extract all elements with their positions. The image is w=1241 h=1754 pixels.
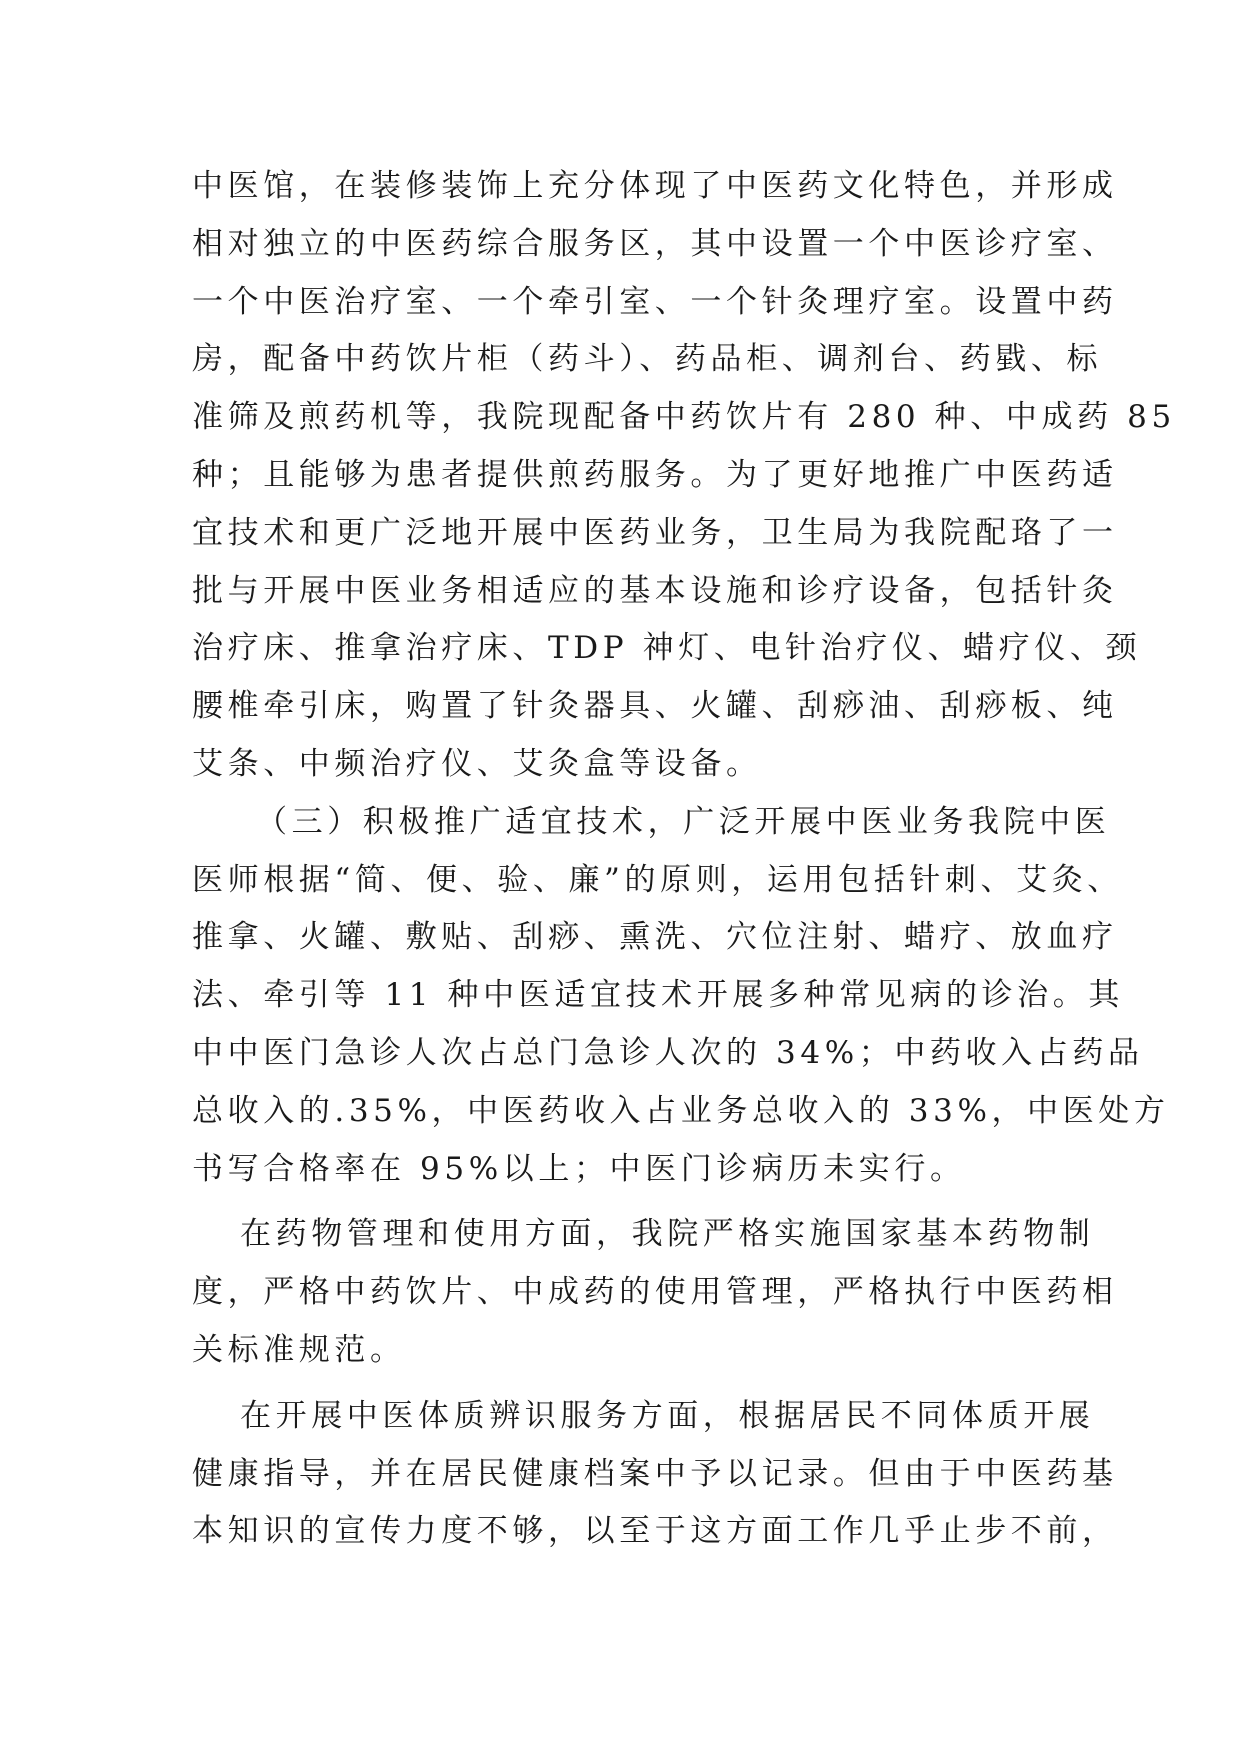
text-line: 总收入的.35%，中医药收入占业务总收入的 33%，中医处方 [192, 1092, 1170, 1129]
body-text [192, 158, 1176, 1561]
text-line: 治疗床、推拿治疗床、TDP 神灯、电针治疗仪、蜡疗仪、颈 [192, 630, 1142, 667]
text-line: 批与开展中医业务相适应的基本设施和诊疗设备，包括针灸 [192, 572, 1118, 609]
text-line: 医师根据“简、便、验、廉”的原则，运用包括针刺、艾灸、 [192, 861, 1123, 898]
text-line: 宜技术和更广泛地开展中医药业务，卫生局为我院配珞了一 [192, 514, 1118, 551]
text-line: 本知识的宣传力度不够，以至于这方面工作几乎止步不前， [192, 1513, 1118, 1550]
text-line: 准筛及煎药机等，我院现配备中药饮片有 280 种、中成药 85 [192, 399, 1176, 436]
text-line: 房，配备中药饮片柜（药斗）、药品柜、调剂台、药戥、标 [192, 341, 1103, 378]
text-line: 法、牵引等 11 种中医适宜技术开展多种常见病的诊治。其 [192, 977, 1124, 1014]
text-line: 一个中医治疗室、一个牵引室、一个针灸理疗室。设置中药 [192, 283, 1118, 320]
paragraph-first-line: 在药物管理和使用方面，我院严格实施国家基本药物制 [240, 1216, 1095, 1253]
text-line: 关标准规范。 [192, 1331, 406, 1368]
text-line: 健康指导，并在居民健康档案中予以记录。但由于中医药基 [192, 1455, 1118, 1492]
text-line: 中医馆，在装修装饰上充分体现了中医药文化特色，并形成 [192, 168, 1118, 204]
text-line: 相对独立的中医药综合服务区，其中设置一个中医诊疗室、 [192, 225, 1118, 262]
text-line: 书写合格率在 95%以上；中医门诊病历未实行。 [192, 1150, 966, 1187]
section-heading-line: （三）积极推广适宜技术，广泛开展中医业务我院中医 [256, 803, 1111, 840]
text-line: 艾条、中频治疗仪、艾灸盒等设备。 [192, 745, 762, 782]
text-line: 种；且能够为患者提供煎药服务。为了更好地推广中医药适 [192, 456, 1118, 493]
text-line: 中中医门急诊人次占总门急诊人次的 34%；中药收入占药品 [192, 1034, 1144, 1071]
text-line: 腰椎牵引床，购置了针灸器具、火罐、刮痧油、刮痧板、纯 [192, 688, 1118, 725]
text-line: 推拿、火罐、敷贴、刮痧、熏洗、穴位注射、蜡疗、放血疗 [192, 919, 1118, 956]
text-line: 度，严格中药饮片、中成药的使用管理，严格执行中医药相 [192, 1274, 1118, 1311]
paragraph-first-line: 在开展中医体质辨识服务方面，根据居民不同体质开展 [240, 1397, 1095, 1434]
